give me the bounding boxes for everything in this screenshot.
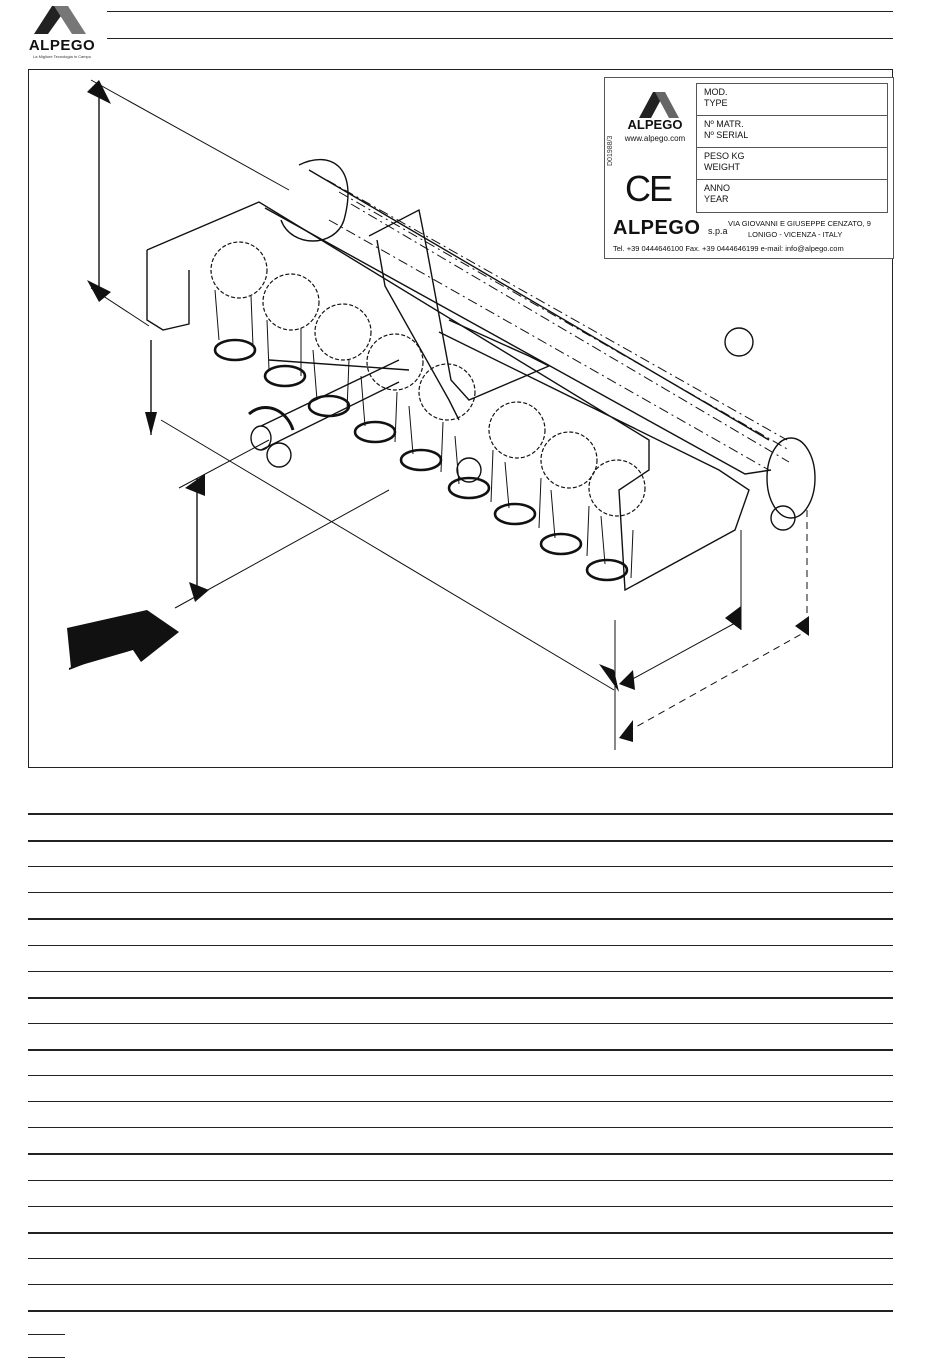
plate-field-weight xyxy=(697,148,887,180)
table-rule xyxy=(28,1258,893,1259)
table-rule xyxy=(28,866,893,867)
table-rule xyxy=(28,997,893,999)
footnote-rule xyxy=(28,1334,65,1335)
plate-address-line1: VIA GIOVANNI E GIUSEPPE CENZATO, 9 xyxy=(728,219,871,228)
table-rule xyxy=(28,1232,893,1234)
plate-website: www.alpego.com xyxy=(624,134,686,143)
table-rule xyxy=(28,1310,893,1312)
footnote-rule xyxy=(28,1357,65,1358)
plate-footer-brand: ALPEGO xyxy=(613,217,701,239)
plate-field-model xyxy=(697,84,887,116)
table-rule xyxy=(28,1127,893,1128)
table-rule xyxy=(28,1153,893,1155)
table-rule xyxy=(28,892,893,893)
rotation-arrows xyxy=(215,340,627,580)
plate-address-line2: LONIGO - VICENZA - ITALY xyxy=(748,230,843,239)
brand-logo xyxy=(22,4,102,60)
field-label: PESO KG xyxy=(704,151,745,161)
plate-field-serial xyxy=(697,116,887,148)
table-rule xyxy=(28,1023,893,1024)
table-rule xyxy=(28,918,893,920)
plate-code: D01988/3 xyxy=(607,135,614,166)
field-label: Nº MATR. xyxy=(704,119,744,129)
machine-illustration-frame xyxy=(28,69,893,768)
plate-company-suffix: s.p.a xyxy=(708,226,728,236)
field-label: WEIGHT xyxy=(704,162,740,172)
field-label: YEAR xyxy=(704,194,729,204)
field-label: TYPE xyxy=(704,98,728,108)
ce-mark: CE xyxy=(625,168,672,209)
table-rule xyxy=(28,945,893,946)
identification-plate xyxy=(604,77,894,259)
table-rule xyxy=(28,1075,893,1076)
plate-fields xyxy=(696,83,888,213)
table-rule xyxy=(28,1284,893,1285)
table-rule xyxy=(28,971,893,972)
field-label: ANNO xyxy=(704,183,731,193)
table-rule xyxy=(28,1206,893,1207)
logo-tagline: La Migliore Tecnologia in Campo xyxy=(33,54,91,59)
plate-field-year xyxy=(697,180,887,212)
header-rule-top xyxy=(107,11,893,12)
plate-contact: Tel. +39 0444646100 Fax. +39 0444646199 e-mail: info@alpego.com xyxy=(613,244,844,253)
plate-logo-mark-icon xyxy=(617,90,697,120)
table-rule xyxy=(28,1049,893,1051)
plate-brand: ALPEGO xyxy=(627,117,683,132)
header-rule-bottom xyxy=(107,38,893,39)
gear-rotors xyxy=(211,242,645,516)
table-rule xyxy=(28,840,893,842)
field-label: MOD. xyxy=(704,87,728,97)
table-rule xyxy=(28,1101,893,1102)
field-label: Nº SERIAL xyxy=(704,130,749,140)
table-rule xyxy=(28,1180,893,1181)
logo-wordmark: ALPEGO xyxy=(28,37,96,54)
logo-mark-icon xyxy=(34,4,90,36)
table-rule xyxy=(28,813,893,815)
